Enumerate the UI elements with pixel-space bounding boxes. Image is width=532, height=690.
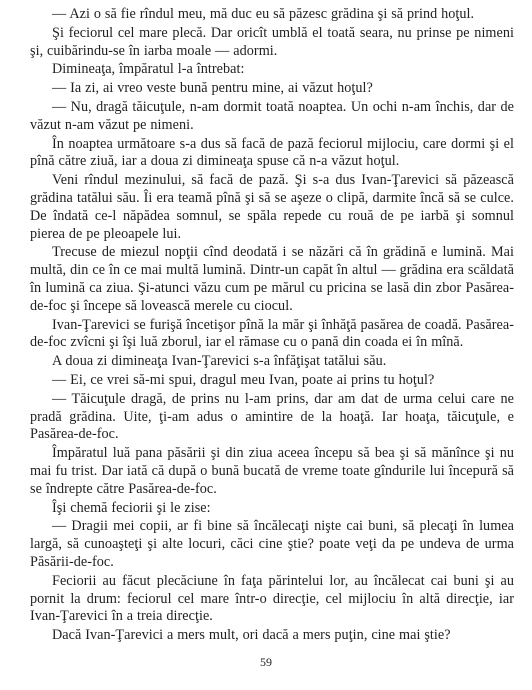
- story-text: [30, 6, 514, 646]
- paragraph: — Nu, dragă tăicuţule, n-am dormit toată noaptea. Un ochi n-am închis, dar de văzut n-am văzut pe nimeni.: [30, 98, 514, 133]
- page-number: 59: [260, 655, 272, 669]
- paragraph: — Azi o să fie rîndul meu, mă duc eu să păzesc grădina şi să prind hoţul.: [52, 6, 475, 22]
- paragraph: Dimineaţa, împăratul l-a întrebat:: [52, 61, 245, 78]
- paragraph: A doua zi dimineaţa Ivan-Ţarevici s-a înfăţişat tatălui său.: [52, 353, 387, 370]
- paragraph: Dacă Ivan-Ţarevici a mers mult, ori dacă a mers puţin, cine mai ştie?: [52, 627, 451, 644]
- paragraph: Feciorii au făcut plecăciune în faţa părintelui lor, au încălecat cai buni şi au pornit la drum: feciorul cel mare într-o direcţie, cel mijlociu în altă direcţie, iar Ivan-Ţarevici în a treia direcţie.: [30, 572, 514, 625]
- paragraph: Veni rîndul mezinului, să facă de pază. Şi s-a dus Ivan-Ţarevici să păzească grădina tatălui său. Îi era teamă pînă şi să se aşeze o clipă, darmite încă să se culce. De îndată ce-l năpădea somnul, se spăla repede cu rouă de pe iarbă şi somnul pierea de pe pleoapele lui.: [30, 172, 514, 242]
- paragraph: — Dragii mei copii, ar fi bine să încălecaţi nişte cai buni, să plecaţi în lumea largă, să cunoaşteţi şi alte locuri, căci cine ştie? poate veţi da pe undeva de urma Păsării-de-foc.: [30, 518, 514, 570]
- paragraph: — Tăicuţule dragă, de prins nu l-am prins, dar am dat de urma celui care ne pradă grădina. Uite, ţi-am adus o amintire de la hoaţă. Iar hoaţa, tăicuţule, e Pasărea-de-foc.: [30, 390, 514, 443]
- paragraph: Ivan-Ţarevici se furişă încetişor pînă la măr şi înhăţă pasărea de coadă. Pasărea-de-foc zvîcni şi îşi luă zborul, iar el rămase cu o pană din coada ei în mînă.: [30, 316, 514, 351]
- paragraph: Îşi chemă feciorii şi le zise:: [52, 499, 211, 516]
- paragraph: — Ia zi, ai vreo veste bună pentru mine, ai văzut hoţul?: [52, 80, 373, 97]
- paragraph: Şi feciorul cel mare plecă. Dar oricît umblă el toată seara, nu prinse pe nimeni şi, cuibărindu-se în iarba moale — adormi.: [30, 24, 514, 59]
- paragraph: Trecuse de miezul nopţii cînd deodată i se năzări că în grădină e lumină. Mai multă, din ce în ce mai multă lumină. Dintr-un capăt în altul — grădina era scăldată în lumină ca ziua. Şi-atunci văzu cum pe mărul cu pricina se lasă din zbor Pasărea-de-foc şi începe să lovească merele cu ciocul.: [30, 244, 514, 314]
- paragraph: Împăratul luă pana păsării şi din ziua aceea începu să bea şi să mănînce şi nu mai fu trist. Dar iată că după o bună bucată de vreme toate gîndurile lui începură să se îndrepte către Pasărea-de-foc.: [30, 445, 514, 497]
- paragraph: — Ei, ce vrei să-mi spui, dragul meu Ivan, poate ai prins tu hoţul?: [52, 371, 435, 388]
- paragraph: În noaptea următoare s-a dus să facă de pază feciorul mijlociu, care dormi şi el pînă către ziuă, iar a doua zi dimineaţa spuse că n-a văzut hoţul.: [30, 135, 514, 170]
